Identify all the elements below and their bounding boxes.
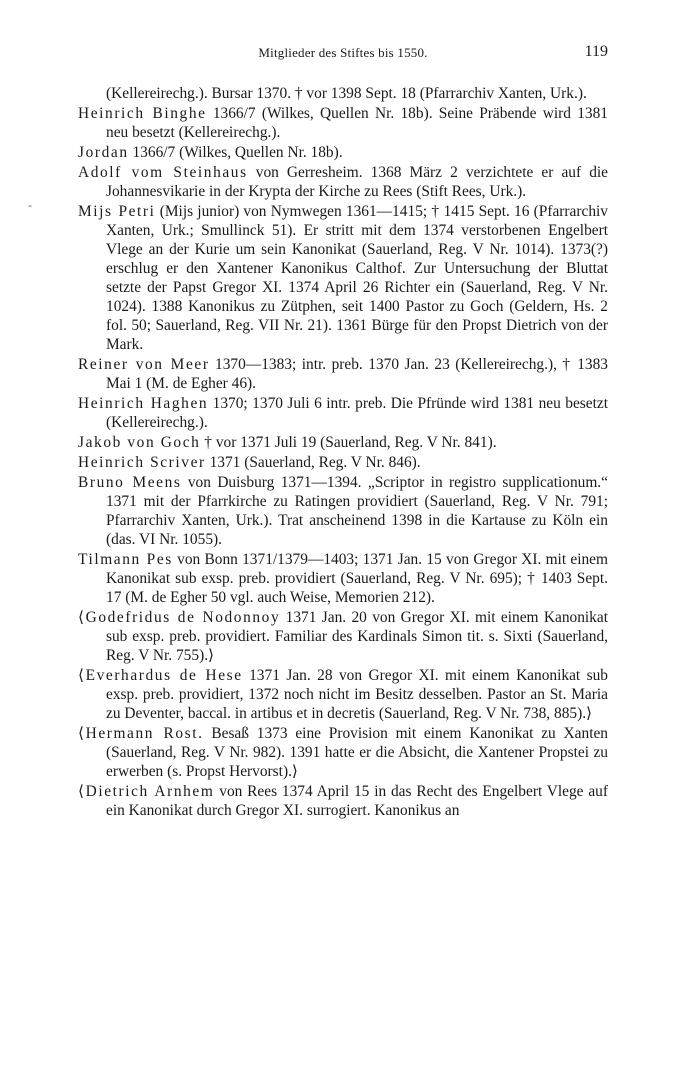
list-item: [78, 84, 608, 103]
list-item: [78, 202, 608, 354]
page-number: 119: [584, 43, 608, 60]
entry-name: Heinrich Haghen: [78, 395, 209, 412]
list-item: [78, 782, 608, 820]
entry-text: 1366/7 (Wilkes, Quellen Nr. 18b). Seine Präbende wird 1381 neu besetzt (Kellereirechg.).: [106, 105, 608, 141]
entry-name: Adolf vom Steinhaus: [78, 164, 248, 181]
list-item: [78, 724, 608, 781]
entry-text: 1371 Jan. 20 von Gregor XI. mit einem Kanonikat sub exsp. preb. providiert. Familiar des Kardinals Simon tit. s. Sixti (Sauerland, Reg. V Nr. 755).⟩: [106, 609, 608, 664]
list-item: [78, 433, 608, 452]
list-item: [78, 608, 608, 665]
entry-name: ⟨Hermann Rost.: [78, 725, 204, 742]
running-title: Mitglieder des Stiftes bis 1550.: [258, 45, 428, 60]
entry-text: von Gerresheim. 1368 März 2 verzichtete er auf die Johannesvikarie in der Krypta der Kirche zu Rees (Stift Rees, Urk.).: [106, 164, 608, 200]
entry-text: (Mijs junior) von Nymwegen 1361—1415; † 1415 Sept. 16 (Pfarrarchiv Xanten, Urk.; Smullinck 51). Er stritt mit dem 1374 verstorbenen Engelbert Vlege an der Kurie um sein Kanonikat (Sauerland, Reg. V Nr. 1014). 1373(?) erschlug er den Xantener Kanonikus Calthof. Zur Untersuchung der Bluttat setzte der Papst Gregor XI. 1374 April 26 Richter ein (Sauerland, Reg. V Nr. 1024). 1388 Kanonikus zu Zütphen, seit 1400 Pastor zu Goch (Geldern, Hs. 2 fol. 50; Sauerland, Reg. VII Nr. 21). 1361 Bürge für den Propst Dietrich von der Mark.: [106, 203, 608, 353]
entry-name: Bruno Meens: [78, 474, 182, 491]
entry-text: (Kellereirechg.). Bursar 1370. † vor 1398 Sept. 18 (Pfarrarchiv Xanten, Urk.).: [106, 85, 587, 102]
entry-name: ⟨Dietrich Arnhem: [78, 783, 215, 800]
list-item: [78, 666, 608, 723]
list-item: [78, 550, 608, 607]
entry-name: Heinrich Binghe: [78, 105, 207, 122]
entry-text: 1371 (Sauerland, Reg. V Nr. 846).: [205, 454, 421, 471]
entry-name: Jakob von Goch: [78, 434, 201, 451]
entry-name: Reiner von Meer: [78, 356, 210, 373]
margin-mark: -: [28, 198, 32, 212]
list-item: [78, 143, 608, 162]
entry-text: von Bonn 1371/1379—1403; 1371 Jan. 15 von Gregor XI. mit einem Kanonikat sub exsp. preb. providiert (Sauerland, Reg. V Nr. 695); † 1403 Sept. 17 (M. de Egher 50 vgl. auch Weise, Memorien 212).: [106, 551, 608, 606]
entry-name: Mijs Petri: [78, 203, 156, 220]
list-item: [78, 453, 608, 472]
list-item: [78, 104, 608, 142]
entry-text: 1366/7 (Wilkes, Quellen Nr. 18b).: [128, 144, 343, 161]
entry-name: Heinrich Scriver: [78, 454, 206, 471]
list-item: [78, 163, 608, 201]
entry-list: [78, 84, 608, 821]
list-item: [78, 394, 608, 432]
entry-text: von Duisburg 1371—1394. „Scriptor in registro supplicationum.“ 1371 mit der Pfarrkirche zu Ratingen providiert (Sauerland, Reg. V Nr. 791; Pfarrarchiv Xanten, Urk.). Trat anscheinend 1398 in die Kartause zu Köln ein (das. VI Nr. 1055).: [106, 474, 608, 548]
entry-text: 1371 Jan. 28 von Gregor XI. mit einem Kanonikat sub exsp. preb. providiert, 1372 noch nicht im Besitz desselben. Pastor an St. Maria zu Deventer, baccal. in artibus et in decretis (Sauerland, Reg. V Nr. 738, 885).⟩: [106, 667, 608, 722]
entry-text: von Rees 1374 April 15 in das Recht des Engelbert Vlege auf ein Kanonikat durch Gregor XI. surrogiert. Kanonikus an: [106, 783, 608, 819]
list-item: [78, 355, 608, 393]
entry-name: ⟨Godefridus de Nodonnoy: [78, 609, 281, 626]
entry-text: 1370—1383; intr. preb. 1370 Jan. 23 (Kellereirechg.), † 1383 Mai 1 (M. de Egher 46).: [106, 356, 608, 392]
entry-text: Besaß 1373 eine Provision mit einem Kanonikat zu Xanten (Sauerland, Reg. V Nr. 982). 1391 hatte er die Absicht, die Xantener Propstei zu erwerben (s. Propst Hervorst).⟩: [106, 725, 608, 780]
entry-name: ⟨Everhardus de Hese: [78, 667, 243, 684]
entry-text: 1370; 1370 Juli 6 intr. preb. Die Pfründe wird 1381 neu besetzt (Kellereirechg.).: [106, 395, 609, 431]
entry-text: † vor 1371 Juli 19 (Sauerland, Reg. V Nr. 841).: [200, 434, 497, 451]
running-head: [78, 45, 608, 67]
list-item: [78, 473, 608, 549]
entry-name: Tilmann Pes: [78, 551, 173, 568]
entry-name: Jordan: [78, 144, 129, 161]
